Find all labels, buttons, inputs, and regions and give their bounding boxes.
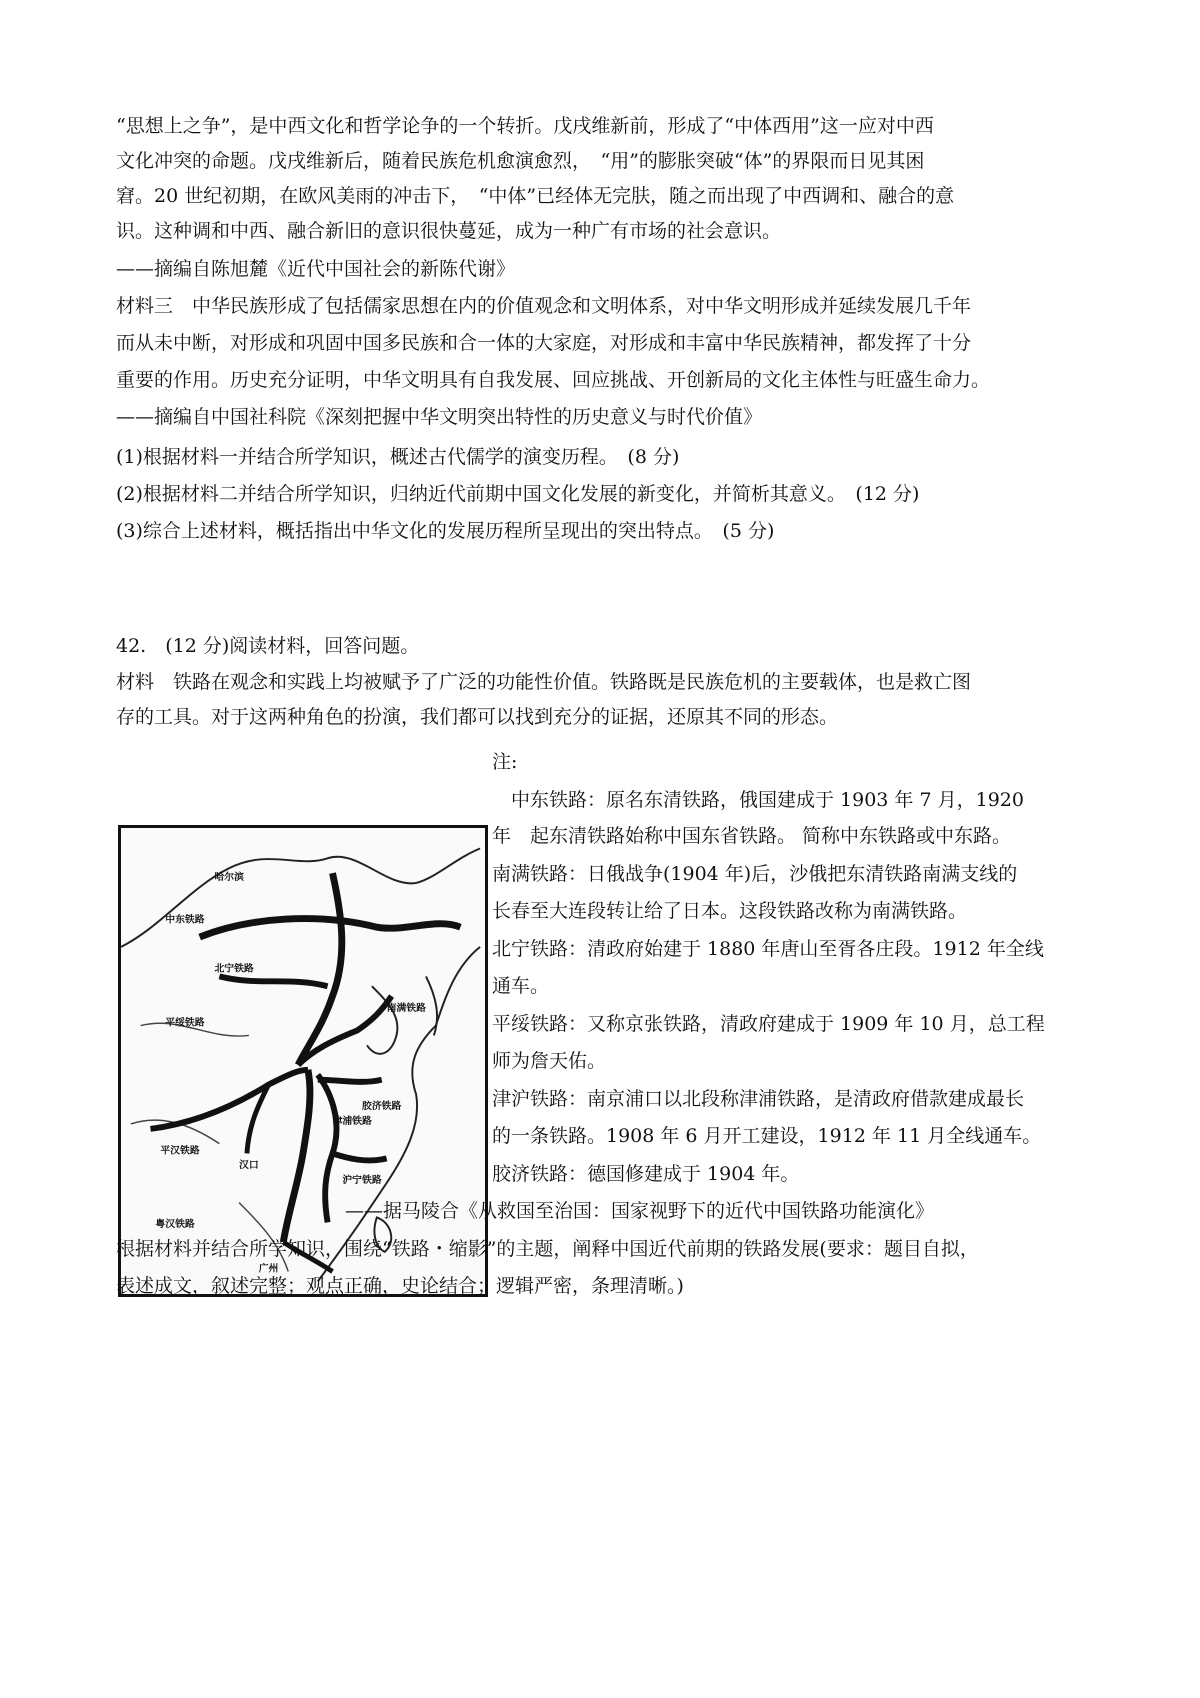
map-label: 沪宁铁路 bbox=[342, 1174, 382, 1186]
paragraph-line: 识。这种调和中西、融合新旧的意识很快蔓延，成为一种广有市场的社会意识。 bbox=[116, 220, 782, 242]
question-2: (2)根据材料二并结合所学知识，归纳近代前期中国文化发展的新变化，并简析其意义。 (12 分) bbox=[116, 483, 920, 505]
note-line: 注: bbox=[492, 751, 518, 773]
map-label: 南满铁路 bbox=[386, 1002, 426, 1014]
material-line: 材料 铁路在观念和实践上均被赋予了广泛的功能性价值。铁路既是民族危机的主要载体，也是救亡图 bbox=[116, 671, 972, 693]
map-label: 广州 bbox=[258, 1263, 279, 1275]
source-citation: ——摘编自陈旭麓《近代中国社会的新陈代谢》 bbox=[116, 258, 516, 280]
map-label: 粤汉铁路 bbox=[155, 1219, 195, 1231]
note-line: 的一条铁路。1908 年 6 月开工建设，1912 年 11 月全线通车。 bbox=[492, 1125, 1042, 1147]
note-line: 师为詹天佑。 bbox=[492, 1050, 607, 1072]
note-line: 通车。 bbox=[492, 975, 550, 997]
question-42-heading: 42. (12 分)阅读材料，回答问题。 bbox=[116, 635, 420, 657]
question-1: (1)根据材料一并结合所学知识，概述古代儒学的演变历程。 (8 分) bbox=[116, 446, 680, 468]
note-line: 胶济铁路：德国修建成于 1904 年。 bbox=[492, 1163, 800, 1185]
paragraph-line: 窘。20 世纪初期，在欧风美雨的冲击下， “中体”已经体无完肤，随之而出现了中西调和、融合的意 bbox=[116, 185, 955, 207]
note-line: 长春至大连段转让给了日本。这段铁路改称为南满铁路。 bbox=[492, 900, 968, 922]
note-line: 平绥铁路：又称京张铁路，清政府建成于 1909 年 10 月，总工程 bbox=[492, 1013, 1045, 1035]
note-line: 津沪铁路：南京浦口以北段称津浦铁路，是清政府借款建成最长 bbox=[492, 1088, 1025, 1110]
paragraph-line: “思想上之争”，是中西文化和哲学论争的一个转折。戊戌维新前，形成了“中体西用”这一应对中西 bbox=[116, 115, 934, 137]
task-line: 根据材料并结合所学知识，围绕“铁路・缩影”的主题，阐释中国近代前期的铁路发展(要求：题目自拟， bbox=[116, 1238, 979, 1260]
railway-map bbox=[118, 825, 488, 1297]
note-line: 南满铁路：日俄战争(1904 年)后，沙俄把东清铁路南满支线的 bbox=[492, 863, 1018, 885]
question-3: (3)综合上述材料，概括指出中华文化的发展历程所呈现出的突出特点。 (5 分) bbox=[116, 520, 775, 542]
map-label: 北宁铁路 bbox=[214, 963, 254, 975]
paragraph-line: 材料三 中华民族形成了包括儒家思想在内的价值观念和文明体系，对中华文明形成并延续发展几千年 bbox=[116, 295, 972, 317]
source-citation: ——摘编自中国社科院《深刻把握中华文明突出特性的历史意义与时代价值》 bbox=[116, 406, 763, 428]
note-line: 中东铁路：原名东清铁路，俄国建成于 1903 年 7 月，1920 bbox=[492, 789, 1024, 811]
paragraph-line: 而从未中断，对形成和巩固中国多民族和合一体的大家庭，对形成和丰富中华民族精神，都发挥了十分 bbox=[116, 332, 972, 354]
material-line: 存的工具。对于这两种角色的扮演，我们都可以找到充分的证据，还原其不同的形态。 bbox=[116, 706, 839, 728]
source-citation: ——据马陵合《从救国至治国：国家视野下的近代中国铁路功能演化》 bbox=[345, 1200, 935, 1222]
map-label: 平绥铁路 bbox=[165, 1017, 205, 1029]
note-line: 年 起东清铁路始称中国东省铁路。 简称中东铁路或中东路。 bbox=[492, 825, 1012, 847]
task-line: 表述成文，叙述完整；观点正确，史论结合；逻辑严密，条理清晰。) bbox=[116, 1275, 684, 1297]
map-label: 哈尔滨 bbox=[214, 871, 244, 883]
map-label: 津浦铁路 bbox=[332, 1115, 372, 1127]
paragraph-line: 文化冲突的命题。戊戌维新后，随着民族危机愈演愈烈， “用”的膨胀突破“体”的界限而日见其困 bbox=[116, 150, 925, 172]
map-label: 平汉铁路 bbox=[160, 1145, 200, 1157]
paragraph-line: 重要的作用。历史充分证明，中华文明具有自我发展、回应挑战、开创新局的文化主体性与旺盛生命力。 bbox=[116, 369, 991, 391]
map-label: 汉口 bbox=[239, 1160, 259, 1172]
map-label: 胶济铁路 bbox=[362, 1101, 402, 1113]
note-line: 北宁铁路：清政府始建于 1880 年唐山至胥各庄段。1912 年全线 bbox=[492, 938, 1044, 960]
map-label: 中东铁路 bbox=[165, 914, 205, 926]
